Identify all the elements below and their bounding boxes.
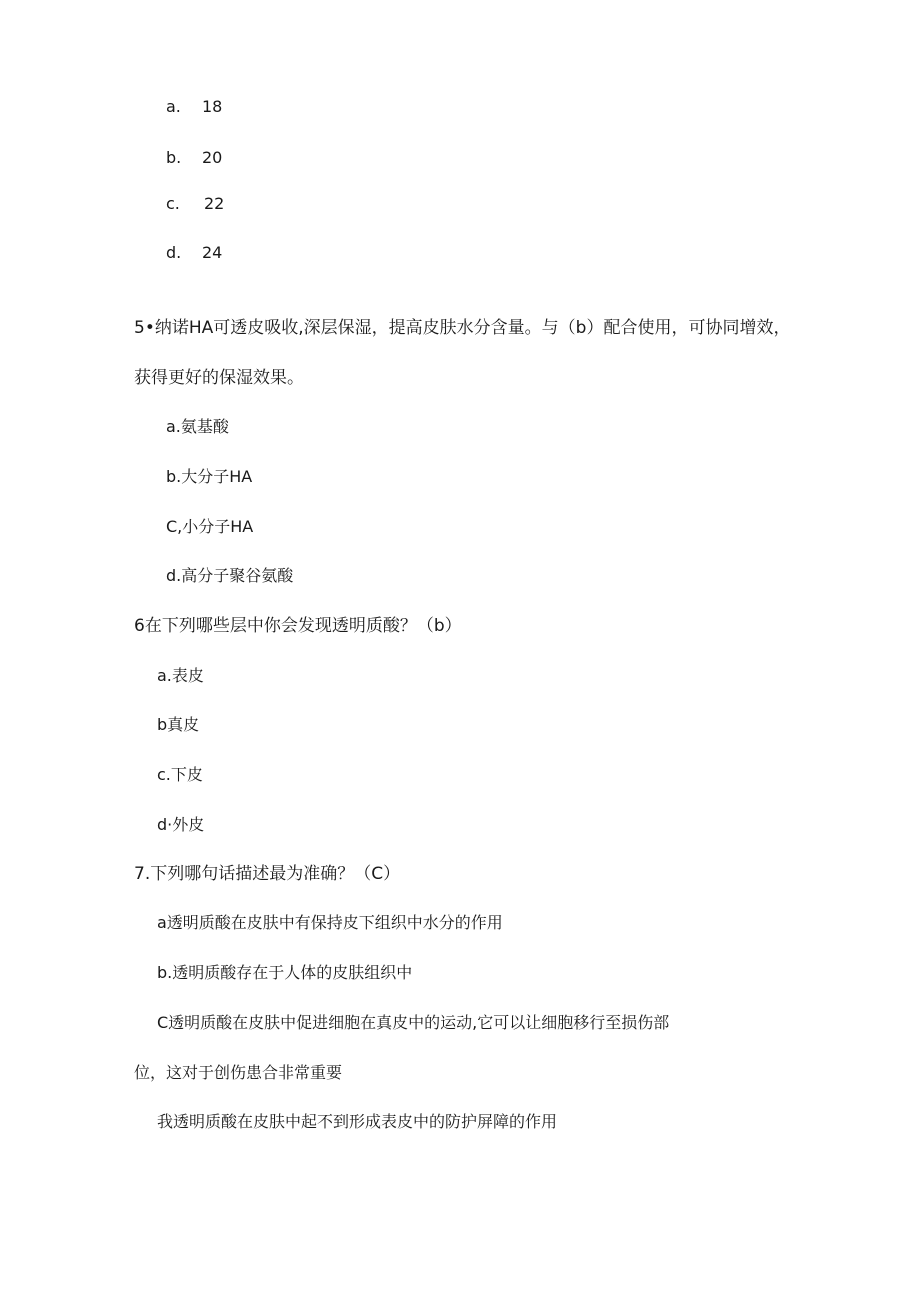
q6-option-a: a.表皮 (157, 666, 204, 685)
option-value: 24 (202, 243, 223, 262)
q5-option-c: C,小分子HA (166, 517, 254, 536)
q7-option-a: a透明质酸在皮肤中有保持皮下组织中水分的作用 (157, 913, 503, 932)
q4-option-a (166, 97, 222, 117)
q5-option-b: b.大分子HA (166, 467, 253, 486)
q7-option-d: 我透明质酸在皮肤中起不到形成表皮中的防护屏障的作用 (157, 1112, 558, 1131)
option-value: 22 (204, 194, 225, 213)
q6-option-d: d·外皮 (157, 815, 205, 834)
q7-option-b: b.透明质酸存在于人体的皮肤组织中 (157, 963, 413, 982)
q4-option-c (166, 194, 224, 214)
q6-option-b: b真皮 (157, 715, 200, 734)
q5-option-a: a.氨基酸 (166, 417, 229, 436)
option-letter: c. (166, 194, 180, 213)
q4-option-b (166, 148, 222, 168)
q7-option-c: C透明质酸在皮肤中促进细胞在真皮中的运动,它可以让细胞移行至损伤部 (157, 1013, 670, 1032)
q6-option-c: c.下皮 (157, 765, 203, 784)
option-letter: b. (166, 148, 182, 167)
q4-option-d (166, 243, 222, 263)
q5-question-line1: 5•纳诺HA可透皮吸收,深层保湿，提高皮肤水分含量。与（b）配合使用，可协同增效， (134, 318, 791, 338)
option-letter: d. (166, 243, 182, 262)
q5-question-line2: 获得更好的保湿效果。 (134, 368, 304, 388)
option-letter: a. (166, 97, 181, 116)
option-value: 20 (202, 148, 223, 167)
q7-option-c-continued: 位，这对于创伤患合非常重要 (134, 1063, 343, 1082)
q7-question: 7.下列哪句话描述最为准确？（C） (134, 864, 401, 884)
q5-option-d: d.高分子聚谷氨酸 (166, 566, 294, 585)
option-value: 18 (202, 97, 223, 116)
q6-question: 6在下列哪些层中你会发现透明质酸？（b） (134, 616, 462, 636)
